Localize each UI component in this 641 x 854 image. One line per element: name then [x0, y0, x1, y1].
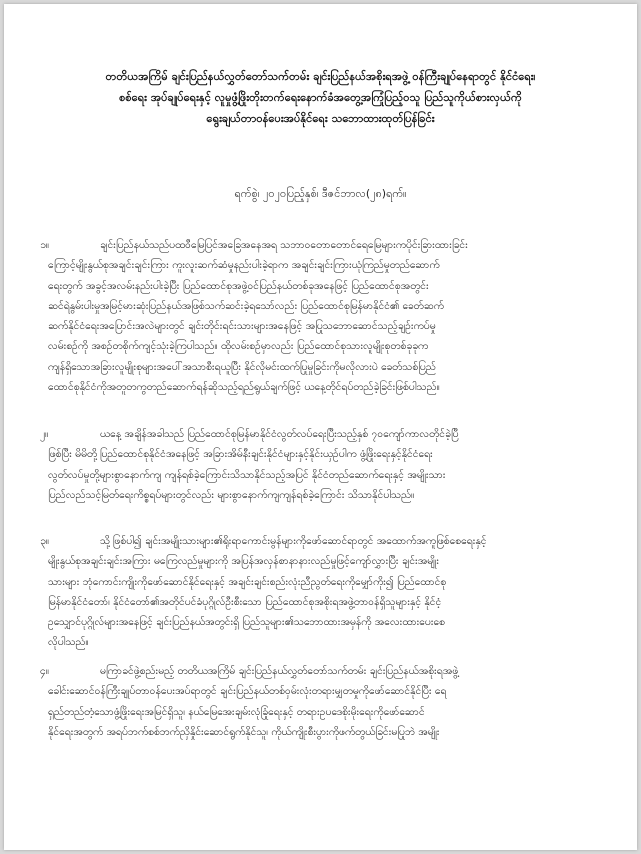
paragraph-line: မကြာခင်ဖွဲ့စည်းမည့် တတိယအကြိမ် ချင်းပြည်နယ်လွှတ်တော်သက်တမ်း ချင်းပြည်နယ်အစိုးရအဖွဲ့: [100, 665, 459, 677]
paragraph-1: [40, 235, 599, 397]
document-header: [44, 66, 597, 129]
paragraph-line: ပြည်လည်သင့်မြတ်ရေးကိစ္စရပ်များတွင်လည်း များစွာနောက်ကျကျန်ရစ်ခဲ့ကြောင်း သိသာနိုင်ပါသည်။: [48, 488, 415, 501]
paragraph-line: ရေးတွက် အခွင့်အလမ်းနည်းပါးခဲ့ပြီး ပြည်ထောင်စုအဖွဲ့ဝင်ပြည်နယ်တစ်ခုအနေဖြင့် ပြည်ထောင်စုအတွင်း: [48, 279, 429, 292]
title-line-1: တတိယအကြိမ် ချင်းပြည်နယ်လွှတ်တော်သက်တမ်း ချင်းပြည်နယ်အစိုးရအဖွဲ့ ဝန်ကြီးချုပ်နေရာတွင် နိုင်ငံရေး၊: [105, 70, 536, 83]
paragraph-line: မျိုးနွယ်စုအချင်းချင်းအကြား မကြေလည်မှုများကို အပြန်အလှန်စာနာနားလည်မှုဖြင့်ကျော်လွှားပြီး ချင်းအမျိုး: [48, 555, 439, 568]
title-line-3: ရွေးချယ်တာဝန်ပေးအပ်နိုင်ရေး သဘောထားထုတ်ပြန်ခြင်း: [206, 112, 435, 125]
title-line-2: စစ်ရေး အုပ်ချုပ်ရေးနှင့် လူမှုဖွံ့ဖြိုးတိုးတက်ရေးနောက်ခံအတွေ့အကြုံပြည့်ဝသူ ပြည်သူကိုယ်စားလှယ်ကို: [119, 91, 522, 104]
paragraph-line: ရှည်တည်တံ့သောဖွံ့ဖြိုးရေးအမြင်ရှိသူ၊ နယ်မြေအေးချမ်းလုံခြုံရေးနှင့် တရားဥပဒေစိုးမိုးရေးကိုဖော်ဆောင်: [48, 705, 425, 718]
paragraph-line: လွတ်လပ်မှုတို့များစွာနောက်ကျ ကျန်ရစ်ခဲ့ကြောင်းသိသာနိုင်သည့်အပြင် နိုင်ငံတည်ဆောက်ရေးနှင့် အမျိုးသား: [48, 468, 446, 481]
paragraph-number: ၁။: [40, 239, 49, 251]
paragraph-line: ကျန်ရှိသောအခြားလူမျိုးစုများအပေါ်အသာစီးရယူပြီး နိုင်လိုမင်းထက်ပြုမှုခြင်းကိုမလိုလားပဲ ခေတ်သစ်ပြည်: [48, 360, 436, 373]
paragraph-line: လိုပါသည်။: [48, 636, 89, 649]
document-date: ရက်စွဲ၊ ၂၀၂၀ပြည့်နှစ်၊ ဒီဇင်ဘာလ(၂၈)ရက်။: [234, 187, 407, 200]
paragraph-3: [40, 531, 599, 653]
paragraph-line: ထောင်စုနိုင်ငံကိုအတူတကွတည်ဆောက်ရန်ဆိုသည့်ရည်ရွယ်ချက်ဖြင့် ယနေ့တိုင်ရပ်တည်ခဲ့ခြင်းဖြစ်ပါသည်။: [48, 381, 440, 394]
document-page: [4, 4, 637, 850]
paragraph-line: ကြောင့်မျိုးနွယ်စုအချင်းချင်းကြား ကူးလူးဆက်ဆံမှုနည်းပါးခဲ့ရာက အချင်းချင်းကြားယုံကြည်မှုတည်ဆောက်: [48, 259, 440, 272]
paragraph-line: သားများ ဘုံကောင်းကျိုးကိုဖော်ဆောင်နိုင်ရေးနှင့် အချင်းချင်းစည်းလုံးညီညွတ်ရေးကိုမျှော်ကိုး၍ ပြည်ထောင်စု: [48, 575, 447, 588]
paragraph-line: ဖြစ်ပြီး မိမိတို့ပြည်ထောင်စုနိုင်ငံအနေဖြင့် အခြားအိမ်နီးချင်းနိုင်ငံများနှင့်နိုင်းယှဉ်ပါက ဖွံ့ဖြိုးရေးနှင့်နိုင်ငံရေး: [48, 448, 433, 461]
paragraph-line: ဥသျှောင်ပုဂ္ဂိုလ်များအနေဖြင့် ချင်းပြည်နယ်အတွင်းရှိ ပြည်သူများ၏သဘောထားအမှန်ကို အလေးထားပေးစေ: [48, 616, 445, 629]
paragraph-line: ယနေ့ အချိန်အခါသည် ပြည်ထောင်စုမြန်မာနိုင်ငံလွတ်လပ်ရေးပြီးသည့်နှစ် ၇၀ကျော်ကာလတိုင်ခဲ့ပြီ: [100, 428, 459, 440]
paragraph-line: ခေါင်းဆောင်ဝန်ကြီးချုပ်တာဝန်ပေးအပ်ရာတွင် ချင်းပြည်နယ်တစ်ဝှမ်းလုံးတရားမျှတမှုကိုဖော်ဆောင်နိုင်ပြီး ရေ: [48, 685, 447, 698]
paragraph-line: လမ်းစဉ်ကို အစဉ်တစိုက်ကျင့်သုံးခဲ့ကြပါသည်။ ထိုလမ်းစဉ်မှာလည်း ပြည်ထောင်စုသားလူမျိုးစုတစ်ခုခုက: [48, 340, 429, 353]
paragraph-number: ၂။: [40, 428, 49, 440]
paragraph-number: ၃။: [40, 535, 49, 547]
paragraph-2: [40, 424, 599, 505]
paragraph-4: [40, 661, 599, 742]
paragraph-number: ၄။: [40, 665, 49, 677]
paragraph-line: ဆက်နိုင်ငံရေးအပြောင်းအလဲများတွင် ချင်းတိုင်းရင်းသားများအနေဖြင့် အပြုသဘောဆောင်သည့်ချဉ်းကပ်မှု: [48, 320, 436, 333]
paragraph-line: ချင်းပြည်နယ်သည်ပထဝီမြေပြင်အခြေအနေအရ သဘာဝတောတောင်ရေမြေများကပိုင်းခြားထားခြင်း: [100, 239, 468, 251]
paragraph-line: မြန်မာနိုင်ငံတော်၊ နိုင်ငံတော်၏အတိုင်ပင်ခံပုဂ္ဂိုလ်ဦးစီးသော ပြည်ထောင်စုအစိုးရအဖွဲ့တာဝန်ရှိသူများနှင့် နိုင်ငံ့: [48, 595, 442, 608]
paragraph-line: ဆင်ရဲနွမ်းပါးမှုအမြင့်မားဆုံးပြည်နယ်အဖြစ်သက်ဆင်းခဲ့ရသော်လည်း ပြည်ထောင်စုမြန်မာနိုင်ငံ၏ ခေတ်ဆက်: [48, 299, 444, 312]
paragraph-line: သို့ဖြစ်ပါ၍ ချင်းအမျိုးသားများ၏ရိုးရာကောင်းမွန်များကိုဖော်ဆောင်ရာတွင် အထောက်အကူဖြစ်စေရေးနှင့်: [100, 535, 487, 547]
paragraph-line: နိုင်ရေးအတွက် အရပ်ဘက်စစ်ဘက်ညှိနှိုင်းဆောင်ရွက်နိုင်သူ၊ ကိုယ်ကျိုးစီးပွားကိုဖက်တွယ်ခြင်းမပြုဘဲ အမျိုး: [48, 725, 440, 738]
